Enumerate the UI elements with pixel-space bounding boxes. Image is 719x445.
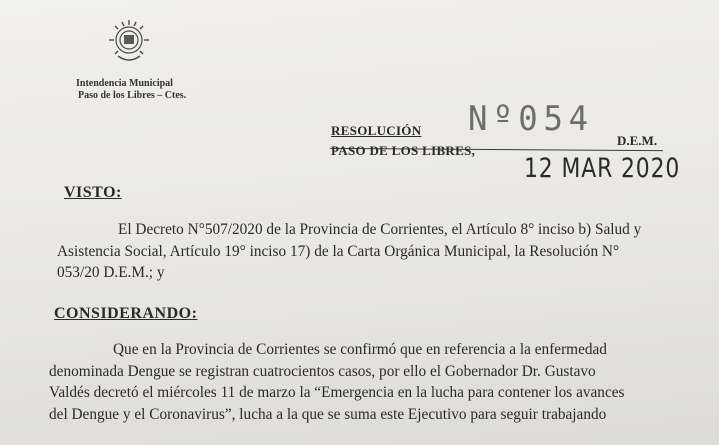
considerando-line: Valdés decretó el miércoles 11 de marzo la “Emergencia en la lucha para contener los avances bbox=[49, 384, 625, 401]
resolution-number-stamp: Nº054 bbox=[468, 99, 594, 139]
visto-line: 053/20 D.E.M.; y bbox=[57, 264, 165, 281]
considerando-line: Que en la Provincia de Corrientes se confirmó que en referencia a la enfermedad bbox=[113, 341, 607, 358]
visto-heading: VISTO: bbox=[64, 184, 122, 201]
visto-paragraph bbox=[57, 219, 641, 284]
resolution-label: RESOLUCIÓN bbox=[331, 123, 422, 138]
resolution-date-stamp: 12 MAR 2020 bbox=[524, 153, 681, 184]
office-name: Intendencia Municipal bbox=[76, 78, 173, 89]
considerando-line: del Dengue y el Coronavirus”, lucha a la que se suma este Ejecutivo para seguir trabajando bbox=[49, 405, 607, 423]
considerando-heading: CONSIDERANDO: bbox=[54, 305, 198, 322]
resolution-suffix: D.E.M. bbox=[617, 133, 658, 148]
visto-line: Asistencia Social, Artículo 19° inciso 17) de la Carta Orgánica Municipal, la Resolución N° bbox=[57, 242, 620, 260]
municipal-seal-icon bbox=[104, 16, 154, 68]
visto-line: El Decreto N°507/2020 de la Provincia de Corrientes, el Artículo 8° inciso b) Salud y bbox=[118, 221, 642, 238]
considerando-line: denominada Dengue se registran cuatrocientos casos, por ello el Gobernador Dr. Gustavo bbox=[49, 362, 596, 380]
considerando-paragraph bbox=[49, 339, 624, 425]
office-location: Paso de los Libres – Ctes. bbox=[78, 90, 187, 101]
resolution-place: PASO DE LOS LIBRES, bbox=[331, 143, 476, 158]
issuing-office bbox=[76, 78, 186, 102]
